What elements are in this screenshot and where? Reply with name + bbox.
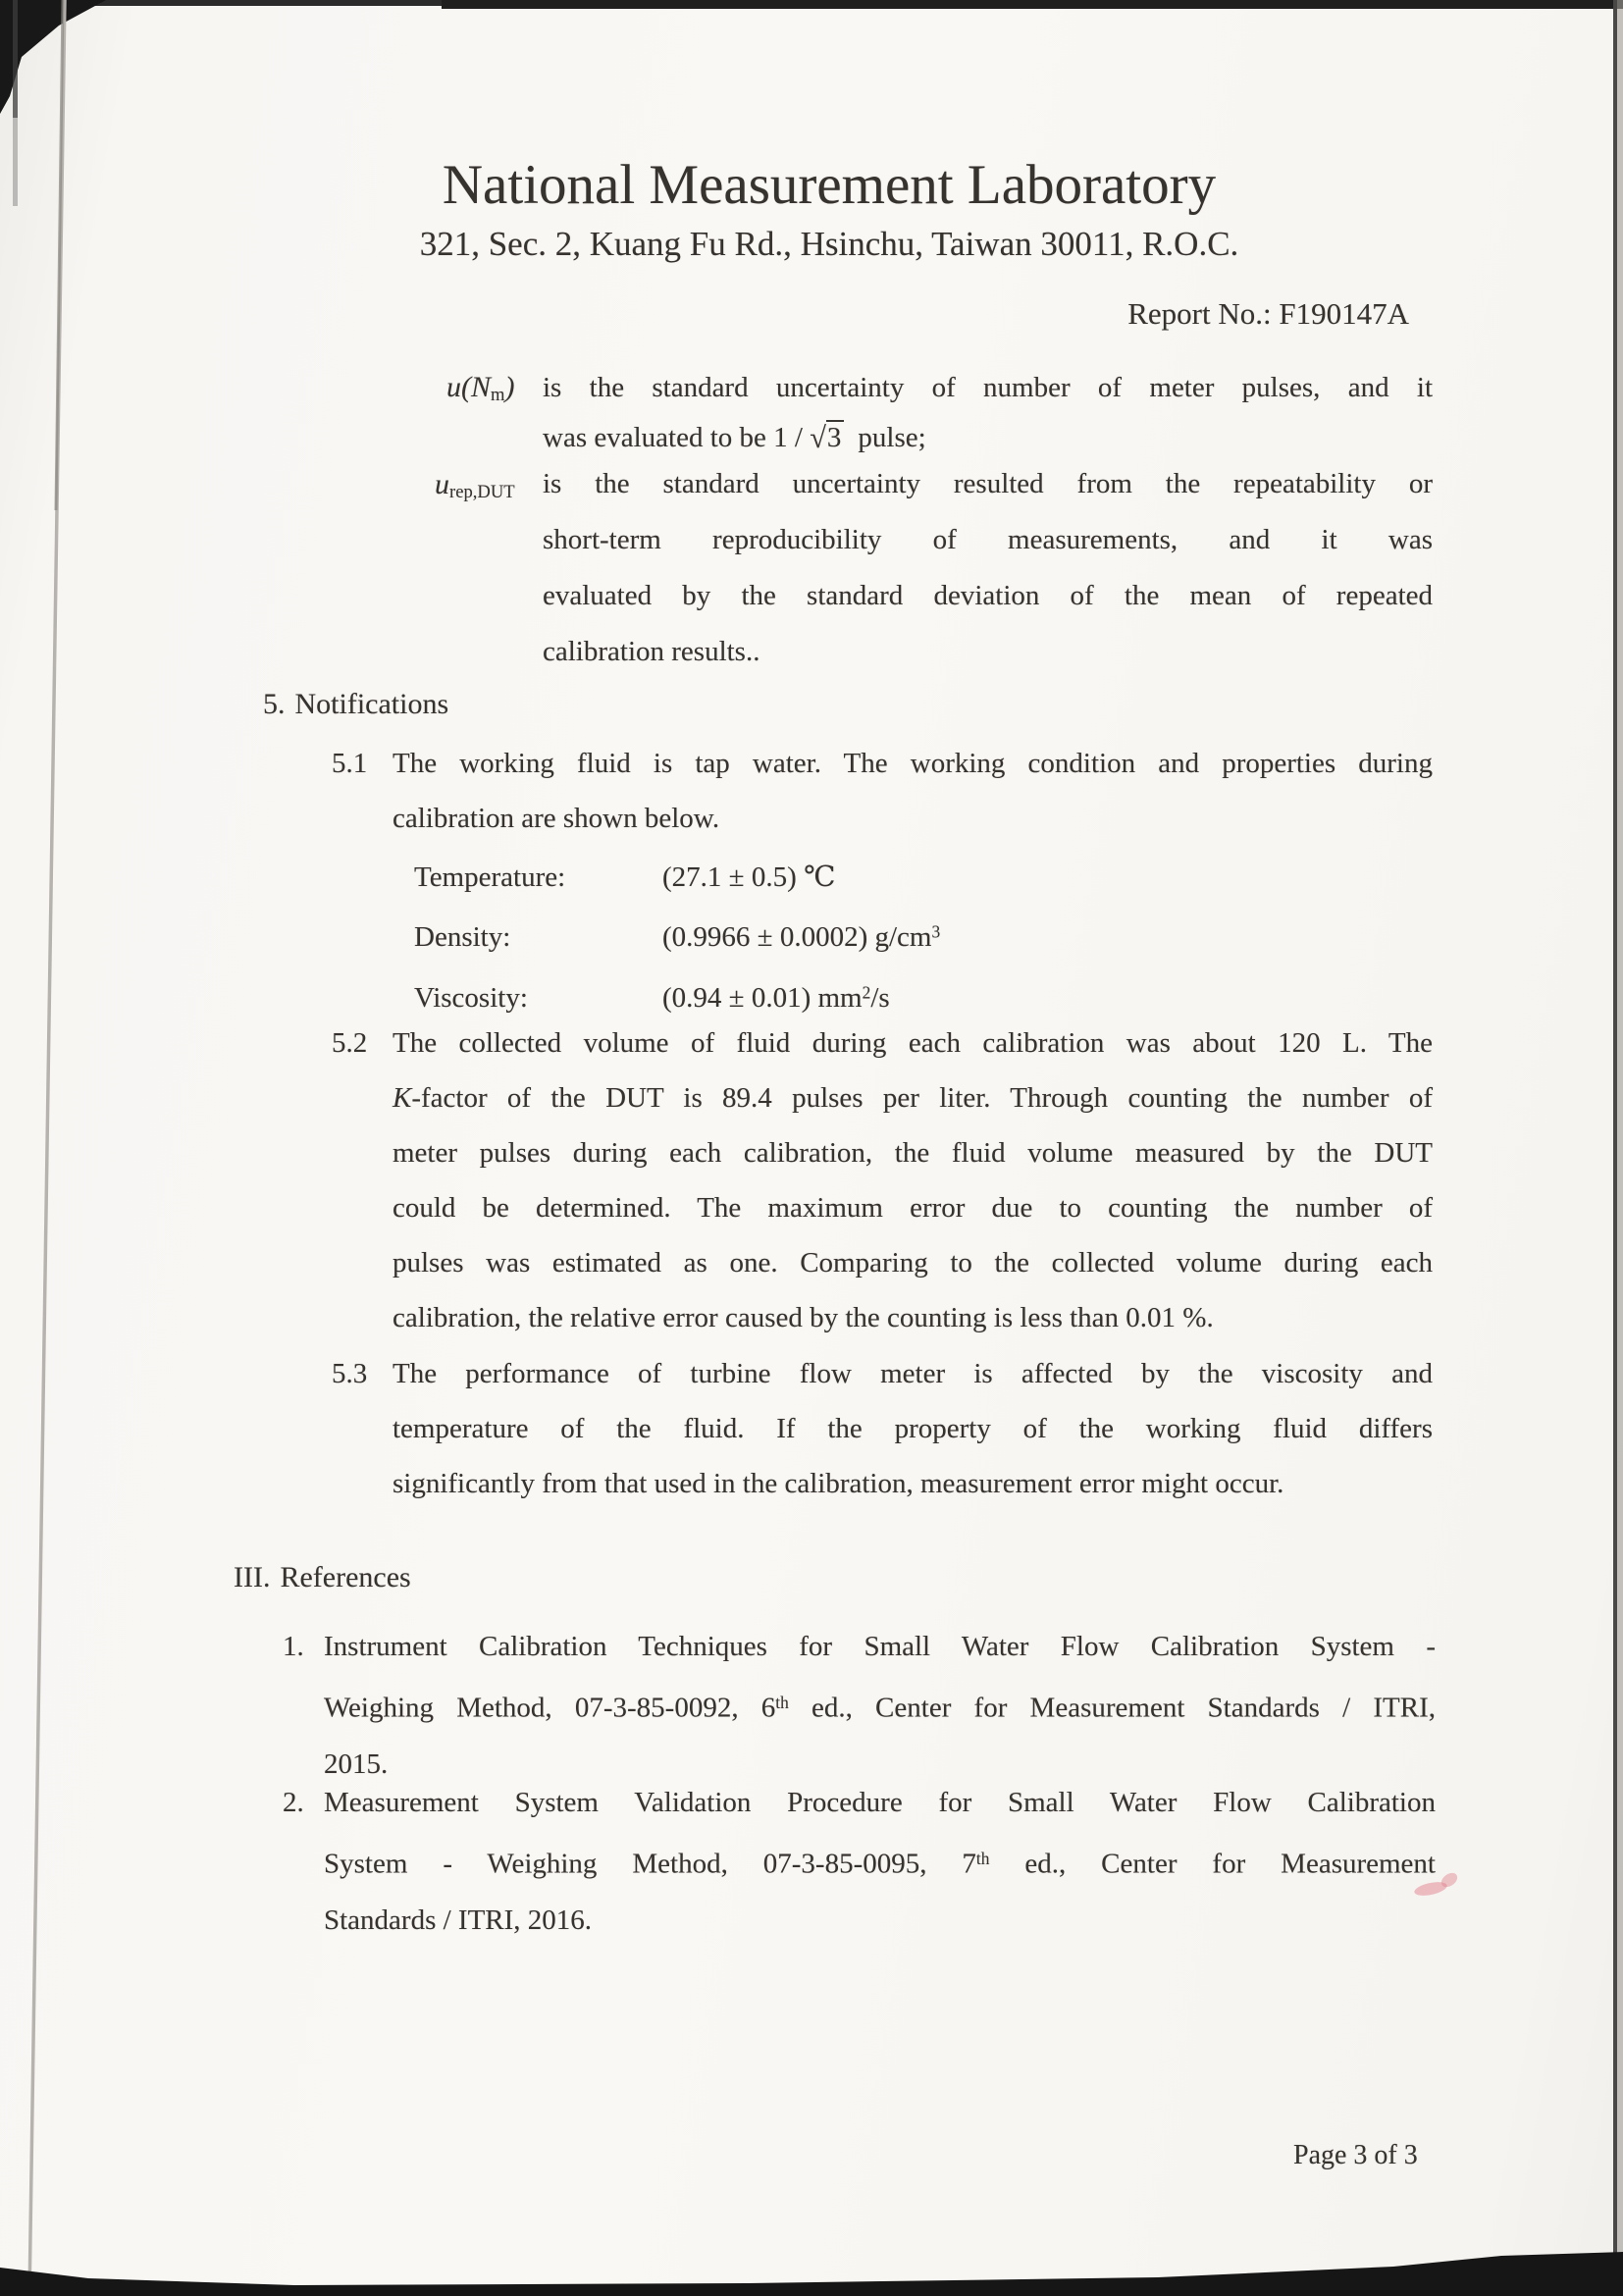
definition-u-nm (446, 363, 1433, 462)
fluid-properties-table (414, 844, 940, 1025)
item-number: 5.3 (332, 1358, 368, 1389)
text-line: The performance of turbine flow meter is affected by the viscosity and (393, 1358, 1433, 1389)
bottom-edge-shadow (0, 2252, 1623, 2296)
text-line: evaluated by the standard deviation of the mean of repeated (543, 580, 1433, 611)
value-text: (27.1 ± 0.5) ℃ (662, 861, 836, 893)
top-edge-shadow (0, 0, 1623, 6)
text-segment: ed., Center for Measurement Standards / ITRI, (788, 1692, 1436, 1724)
value-unit: /s (870, 982, 890, 1015)
section-references-heading (234, 1558, 411, 1597)
text-line: The working fluid is tap water. The working condition and properties during (393, 748, 1433, 779)
item-number: 5.1 (332, 748, 368, 779)
text-line: short-term reproducibility of measurements, and it was (543, 524, 1433, 555)
property-value (662, 861, 835, 893)
page-crease-line (29, 0, 65, 2296)
property-row-density (414, 905, 940, 965)
top-edge-shadow-thick (442, 0, 1623, 9)
text-line: temperature of the fluid. If the property of the working fluid differs (393, 1413, 1433, 1444)
value-superscript: 3 (931, 921, 941, 942)
property-value (662, 921, 940, 953)
ordinal-superscript: th (975, 1849, 990, 1868)
item-text (393, 736, 1433, 846)
text-line: pulses was estimated as one. Comparing to the collected volume during each (393, 1247, 1433, 1278)
definition-text (543, 363, 1433, 462)
section-5-heading (263, 685, 448, 724)
text-line: is the standard uncertainty resulted from the repeatability or (543, 468, 1433, 499)
property-label: Viscosity: (414, 982, 528, 1015)
text-line: meter pulses during each calibration, the fluid volume measured by the DUT (393, 1137, 1433, 1169)
lab-address: 321, Sec. 2, Kuang Fu Rd., Hsinchu, Taiwan 30011, R.O.C. (419, 225, 1239, 263)
symbol-text: u(N (446, 371, 491, 403)
text-segment: was evaluated to be 1 / (543, 422, 811, 453)
reference-number: 1. (283, 1631, 304, 1662)
text-segment: System - Weighing Method, 07-3-85-0095, 7 (324, 1848, 976, 1880)
text-line: significantly from that used in the calibration, measurement error might occur. (393, 1468, 1284, 1499)
symbol-text: ) (504, 371, 515, 403)
text-line: calibration results.. (543, 636, 760, 667)
definition-u-rep-dut (435, 456, 1433, 680)
symbol-u-rep-dut (435, 456, 543, 520)
text-segment: Weighing Method, 07-3-85-0092, 6 (324, 1692, 776, 1724)
symbol-text: u (435, 468, 449, 500)
reference-text (324, 1619, 1436, 1793)
section-title: Notifications (294, 688, 449, 720)
definition-text (543, 456, 1433, 680)
text-line: is the standard uncertainty of number of meter pulses, and it (543, 372, 1433, 403)
property-row-temperature (414, 844, 940, 905)
sqrt-radicand: 3 (826, 420, 845, 453)
reference-2 (283, 1775, 1436, 1949)
text-line (543, 412, 1433, 462)
page-title: National Measurement Laboratory (442, 154, 1217, 216)
text-line: Instrument Calibration Techniques for Small Water Flow Calibration System - (324, 1631, 1436, 1662)
reference-number: 2. (283, 1787, 304, 1818)
section-number: 5. (263, 688, 286, 720)
value-text: (0.9966 ± 0.0002) g/cm (662, 921, 932, 954)
text-line (324, 1831, 1436, 1893)
report-number: Report No.: F190147A (1127, 296, 1409, 331)
left-edge-shadow (13, 0, 18, 118)
item-5-3 (332, 1346, 1433, 1511)
pink-ink-smudge-dot (1439, 1870, 1460, 1890)
text-line: calibration, the relative error caused by the counting is less than 0.01 %. (393, 1302, 1214, 1333)
right-edge-shadow-light (1617, 0, 1623, 2296)
text-line (324, 1675, 1436, 1737)
property-label: Density: (414, 921, 511, 954)
text-segment: ed., Center for Measurement (989, 1848, 1436, 1880)
property-label: Temperature: (414, 861, 566, 893)
text-line: calibration are shown below. (393, 803, 720, 834)
right-edge-shadow (1613, 0, 1617, 2296)
symbol-subscript: rep,DUT (449, 482, 515, 503)
section-number: III. (234, 1561, 271, 1593)
symbol-subscript: m (491, 385, 505, 406)
ordinal-superscript: th (775, 1693, 789, 1712)
text-line: Measurement System Validation Procedure for Small Water Flow Calibration (324, 1787, 1436, 1818)
value-superscript: 2 (862, 982, 871, 1003)
corner-shadow (0, 0, 106, 114)
reference-1 (283, 1619, 1436, 1793)
item-5-2 (332, 1016, 1433, 1345)
reference-text (324, 1775, 1436, 1949)
left-edge-shadow-fade (13, 118, 18, 206)
item-text (393, 1346, 1433, 1511)
text-line (393, 1070, 1433, 1125)
text-line: 2015. (324, 1748, 389, 1780)
text-line: could be determined. The maximum error due to counting the number of (393, 1192, 1433, 1224)
symbol-u-nm (446, 363, 543, 420)
property-value (662, 982, 890, 1014)
item-number: 5.2 (332, 1027, 368, 1059)
value-text: (0.94 ± 0.01) mm (662, 982, 863, 1015)
section-title: References (280, 1561, 411, 1593)
item-5-1 (332, 736, 1433, 846)
page-number: Page 3 of 3 (1293, 2140, 1418, 2170)
k-factor-italic: K (393, 1082, 412, 1114)
sqrt-radical-icon: √ (810, 421, 826, 454)
text-line: The collected volume of fluid during each calibration was about 120 L. The (393, 1027, 1433, 1059)
text-line: Standards / ITRI, 2016. (324, 1904, 593, 1936)
item-text (393, 1016, 1433, 1345)
text-segment: pulse; (858, 422, 926, 453)
text-segment: -factor of the DUT is 89.4 pulses per liter. Through counting the number of (411, 1082, 1433, 1114)
